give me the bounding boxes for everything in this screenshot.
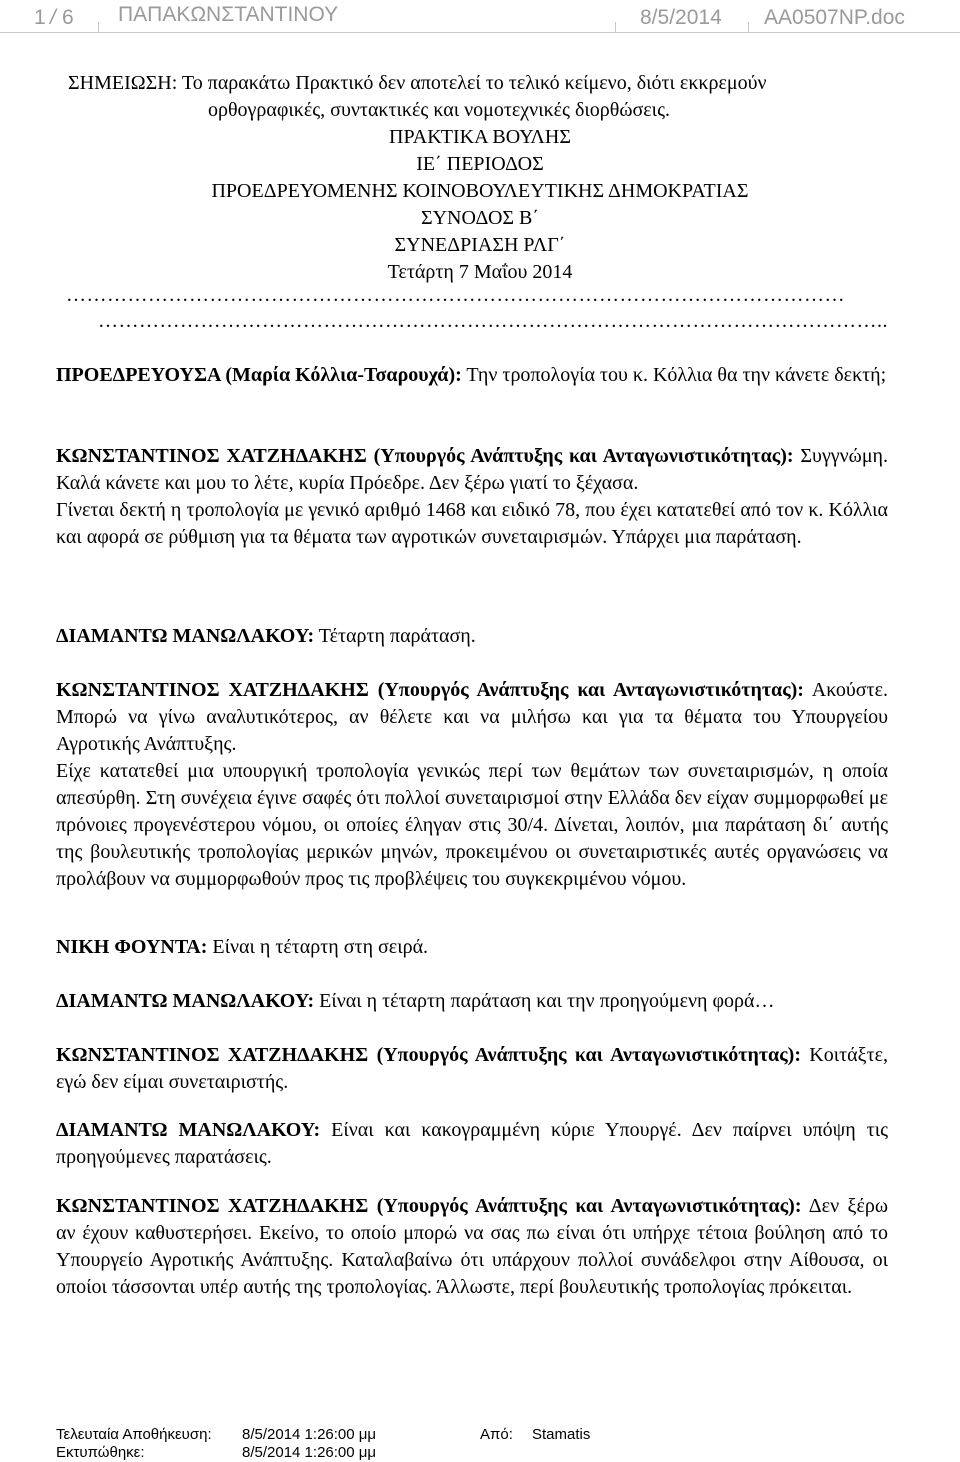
transcript-entry <box>56 988 888 1015</box>
footer-printed-label: Εκτυπώθηκε: <box>56 1444 145 1461</box>
transcript-entry <box>56 677 888 893</box>
speech-text: Τέταρτη παράταση. <box>314 625 476 647</box>
header-author: ΠΑΠΑΚΩΝΣΤΑΝΤΙΝΟΥ <box>118 3 339 26</box>
dotted-separator: …………………………………………………………………………………………………….. <box>98 310 888 332</box>
speaker-name: ΠΡΟΕΔΡΕΥΟΥΣΑ (Μαρία Κόλλια-Τσαρουχά): <box>56 364 462 386</box>
speech-text: Είναι η τέταρτη παράταση και την προηγούμενη φορά… <box>314 990 775 1012</box>
footer-from-value: Stamatis <box>532 1426 591 1443</box>
speech-text: Ακούστε. Μπορώ να γίνω αναλυτικότερος, αν θέλετε και να μιλήσω και για τα θέματα του Υπουργείου Αγροτικής Ανάπτυξης. <box>56 679 888 755</box>
header-filename: AA0507NP.doc <box>764 6 905 29</box>
page-separator: / <box>50 6 56 29</box>
transcript-entry <box>56 362 888 389</box>
footer-saved-label: Τελευταία Αποθήκευση: <box>56 1426 212 1443</box>
speech-text: Την τροπολογία του κ. Κόλλια θα την κάνετε δεκτή; <box>461 364 887 386</box>
footer-from-label: Από: <box>480 1426 513 1443</box>
session-date: Τετάρτη 7 Μαΐου 2014 <box>387 261 573 283</box>
title-line: ΣΥΝΟΔΟΣ Β΄ <box>420 207 540 229</box>
page-header <box>0 0 960 34</box>
speech-text: Κοιτάξτε, εγώ δεν είμαι συνεταιριστής. <box>56 1044 888 1093</box>
title-line: ΠΡΑΚΤΙΚΑ ΒΟΥΛΗΣ <box>389 126 571 148</box>
speech-text: Δεν ξέρω αν έχουν καθυστερήσει. Εκείνο, το οποίο μπορώ να σας πω είναι ότι υπήρχε τέτοια βούληση από το Υπουργείο Αγροτικής Ανάπτυξης. Καταλαβαίνω ότι υπάρχουν πολλοί συνάδελφοι στην Αίθουσα, οι οποίοι τάσσονται υπέρ αυτής της τροπολογίας. Άλλωστε, περί βουλευτικής τροπολογίας πρόκειται. <box>56 1195 888 1298</box>
speech-text: Συγγνώμη. Καλά κάνετε και μου το λέτε, κυρία Πρόεδρε. Δεν ξέρω γιατί το ξέχασα. <box>56 445 889 494</box>
speaker-name: ΔΙΑΜΑΝΤΩ ΜΑΝΩΛΑΚΟΥ: <box>56 1119 321 1141</box>
speaker-name: ΔΙΑΜΑΝΤΩ ΜΑΝΩΛΑΚΟΥ: <box>56 625 315 647</box>
note-line-1: Το παρακάτω Πρακτικό δεν αποτελεί το τελικό κείμενο, διότι εκκρεμούν <box>181 72 767 94</box>
speaker-name: ΝΙΚΗ ΦΟΥΝΤΑ: <box>56 936 208 958</box>
header-date: 8/5/2014 <box>640 6 722 29</box>
speaker-name: ΔΙΑΜΑΝΤΩ ΜΑΝΩΛΑΚΟΥ: <box>56 990 315 1012</box>
page-number: 1 <box>34 6 46 29</box>
footer-saved-value: 8/5/2014 1:26:00 μμ <box>242 1426 377 1443</box>
speech-paragraph: Γίνεται δεκτή η τροπολογία με γενικό αριθμό 1468 και ειδικό 78, που έχει κατατεθεί από τον κ. Κόλλια και αφορά σε ρύθμιση για τα θέματα των αγροτικών συνεταιρισμών. Υπάρχει μια παράταση. <box>56 499 888 548</box>
speech-paragraph: Είχε κατατεθεί μια υπουργική τροπολογία γενικώς περί των θεμάτων των συνεταιρισμών, η οποία απεσύρθη. Στη συνέχεια έγινε σαφές ότι πολλοί συνεταιρισμοί στην Ελλάδα δεν είχαν συμμορφωθεί με πρόνοιες προγενέστερου νόμου, οι οποίες έληγαν στις 30/4. Δίνεται, λοιπόν, μια παράταση δι΄ αυτής της βουλευτικής τροπολογίας μερικών μηνών, προκειμένου οι συνεταιριστικές αυτές οργανώσεις να προλάβουν να συμμορφωθούν προς τις προβλέψεις του συγκεκριμένου νόμου. <box>56 760 888 890</box>
transcript-entry <box>56 934 888 961</box>
title-line: ΠΡΟΕΔΡΕΥΟΜΕΝΗΣ ΚΟΙΝΟΒΟΥΛΕΥΤΙΚΗΣ ΔΗΜΟΚΡΑΤΙΑΣ <box>211 180 749 202</box>
title-line: ΣΥΝΕΔΡΙΑΣΗ ΡΛΓ΄ <box>394 234 566 256</box>
note-label: ΣΗΜΕΙΩΣΗ: <box>68 72 178 94</box>
speaker-name: ΚΩΝΣΤΑΝΤΙΝΟΣ ΧΑΤΖΗΔΑΚΗΣ (Υπουργός Ανάπτυξης και Ανταγωνιστικότητας): <box>56 679 804 701</box>
title-line: ΙΕ΄ ΠΕΡΙΟΔΟΣ <box>416 153 544 175</box>
speech-text: Είναι η τέταρτη στη σειρά. <box>207 936 429 958</box>
dotted-separator: …………………………………………………………………………………………………… <box>66 284 845 306</box>
note-line-2: ορθογραφικές, συντακτικές και νομοτεχνικές διορθώσεις. <box>208 99 670 121</box>
header-rule <box>0 32 960 33</box>
speaker-name: ΚΩΝΣΤΑΝΤΙΝΟΣ ΧΑΤΖΗΔΑΚΗΣ (Υπουργός Ανάπτυξης και Ανταγωνιστικότητας): <box>56 445 794 467</box>
transcript-entry <box>56 1193 888 1301</box>
page-total: 6 <box>62 6 74 29</box>
document-note <box>68 70 908 124</box>
transcript-entry <box>56 623 888 650</box>
transcript-entry <box>56 443 888 551</box>
session-title-block <box>0 124 960 286</box>
speaker-name: ΚΩΝΣΤΑΝΤΙΝΟΣ ΧΑΤΖΗΔΑΚΗΣ (Υπουργός Ανάπτυξης και Ανταγωνιστικότητας): <box>56 1195 802 1217</box>
transcript-entry <box>56 1117 888 1171</box>
transcript-entry <box>56 1042 888 1096</box>
footer-printed-value: 8/5/2014 1:26:00 μμ <box>242 1444 377 1461</box>
speaker-name: ΚΩΝΣΤΑΝΤΙΝΟΣ ΧΑΤΖΗΔΑΚΗΣ (Υπουργός Ανάπτυξης και Ανταγωνιστικότητας): <box>56 1044 801 1066</box>
speech-text: Είναι και κακογραμμένη κύριε Υπουργέ. Δεν παίρνει υπόψη τις προηγούμενες παρατάσεις. <box>56 1119 888 1168</box>
